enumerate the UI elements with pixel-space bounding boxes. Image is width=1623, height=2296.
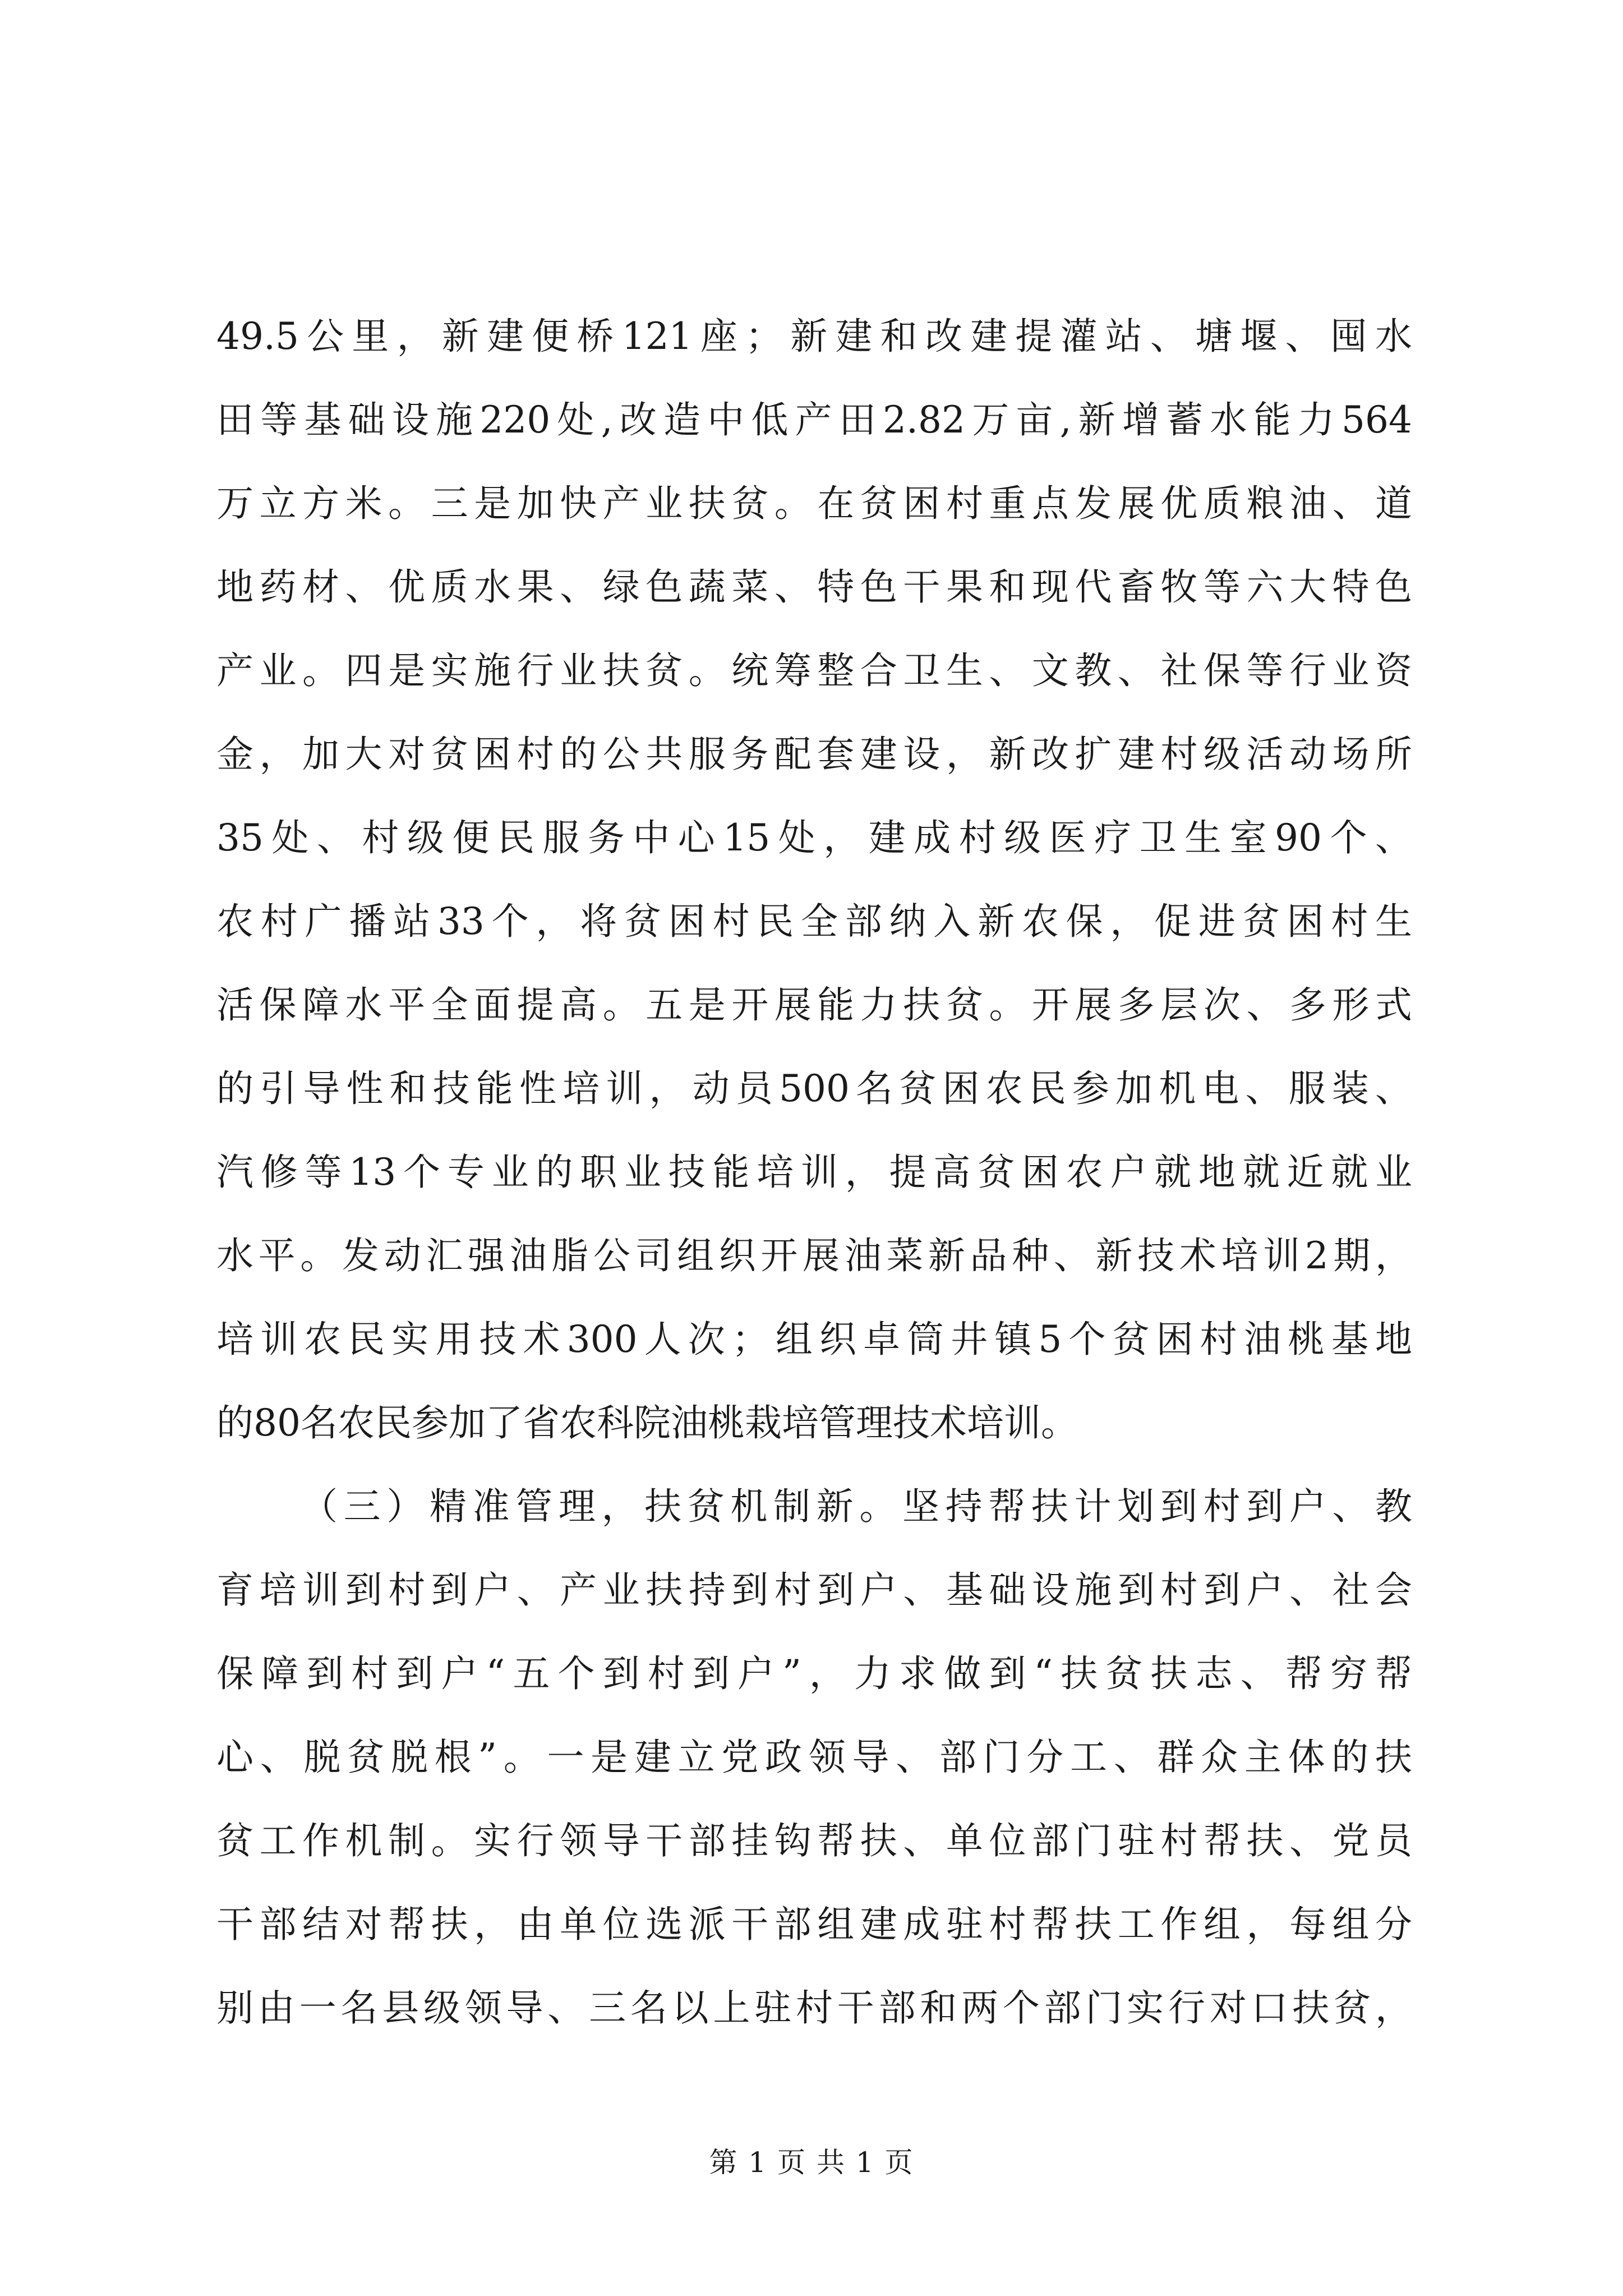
text-line: 干部结对帮扶，由单位选派干部组建成驻村帮扶工作组，每组分 bbox=[216, 1903, 1412, 1946]
text-line: 水平。发动汇强油脂公司组织开展油菜新品种、新技术培训2期， bbox=[216, 1234, 1412, 1277]
page-footer: 第 1 页 共 1 页 bbox=[709, 2146, 914, 2179]
text-line: 活保障水平全面提高。五是开展能力扶贫。开展多层次、多形式 bbox=[216, 983, 1412, 1027]
text-line: （三）精准管理，扶贫机制新。坚持帮扶计划到村到户、教 bbox=[301, 1485, 1412, 1528]
text-line: 35处、村级便民服务中心15处，建成村级医疗卫生室90个、 bbox=[216, 816, 1412, 859]
text-line: 农村广播站33个，将贫困村民全部纳入新农保，促进贫困村生 bbox=[216, 900, 1412, 943]
body-text bbox=[216, 295, 1412, 2050]
text-line: 的80名农民参加了省农科院油桃栽培管理技术培训。 bbox=[216, 1401, 1078, 1444]
text-line: 地药材、优质水果、绿色蔬菜、特色干果和现代畜牧等六大特色 bbox=[216, 565, 1412, 609]
text-line: 田等基础设施220处,改造中低产田2.82万亩,新增蓄水能力564 bbox=[216, 398, 1412, 441]
text-line: 培训农民实用技术300人次；组织卓筒井镇5个贫困村油桃基地 bbox=[216, 1318, 1412, 1361]
text-line: 别由一名县级领导、三名以上驻村干部和两个部门实行对口扶贫， bbox=[216, 1986, 1412, 2030]
text-line: 产业。四是实施行业扶贫。统筹整合卫生、文教、社保等行业资 bbox=[216, 649, 1412, 692]
text-line: 育培训到村到户、产业扶持到村到户、基础设施到村到户、社会 bbox=[216, 1568, 1412, 1612]
text-line: 汽修等13个专业的职业技能培训，提高贫困农户就地就近就业 bbox=[216, 1151, 1412, 1194]
text-line: 的引导性和技能性培训，动员500名贫困农民参加机电、服装、 bbox=[216, 1067, 1412, 1110]
text-line: 心、脱贫脱根”。一是建立党政领导、部门分工、群众主体的扶 bbox=[216, 1736, 1412, 1779]
text-line: 金，加大对贫困村的公共服务配套建设，新改扩建村级活动场所 bbox=[216, 733, 1412, 776]
text-line: 万立方米。三是加快产业扶贫。在贫困村重点发展优质粮油、道 bbox=[216, 482, 1412, 525]
text-line: 贫工作机制。实行领导干部挂钩帮扶、单位部门驻村帮扶、党员 bbox=[216, 1819, 1412, 1862]
text-line: 保障到村到户“五个到村到户”，力求做到“扶贫扶志、帮穷帮 bbox=[216, 1652, 1412, 1695]
text-line: 49.5公里，新建便桥121座；新建和改建提灌站、塘堰、囤水 bbox=[216, 315, 1412, 358]
